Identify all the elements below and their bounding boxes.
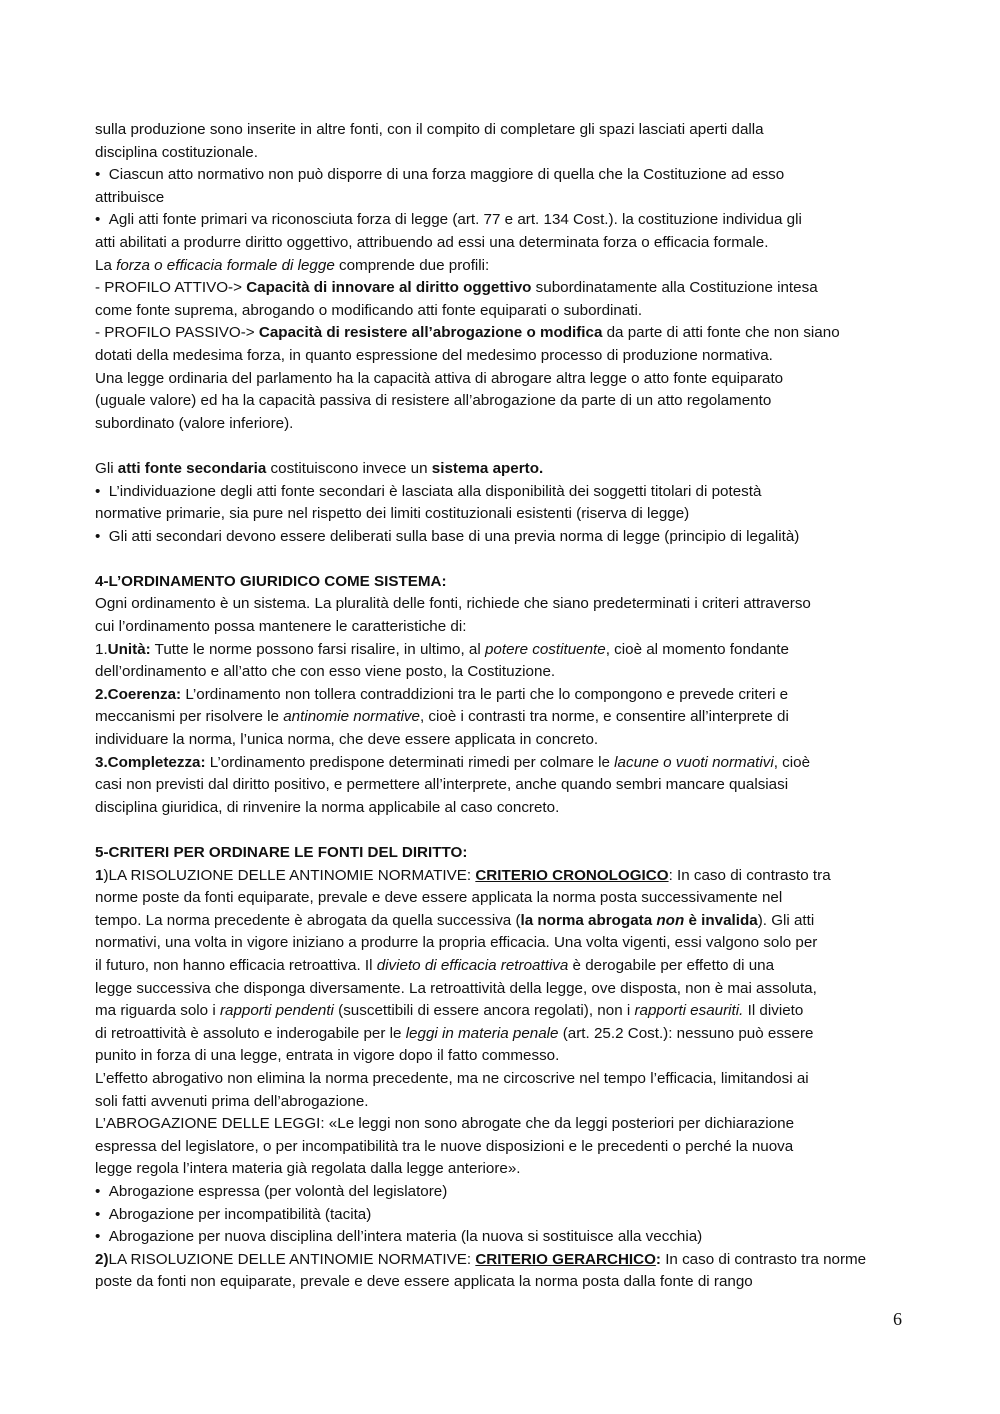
text-line — [95, 1000, 915, 1023]
bold-italic-term: non — [656, 911, 685, 929]
text-span: normativi, una volta in vigore iniziano a produrre la propria efficacia. Una volta vigenti, essi valgono solo per — [95, 934, 818, 952]
text-line — [95, 887, 915, 910]
bold-term: la norma abrogata — [520, 911, 657, 929]
text-span: disciplina costituzionale. — [95, 143, 258, 161]
text-line — [95, 322, 915, 345]
text-line — [95, 978, 915, 1001]
text-span: )LA RISOLUZIONE DELLE ANTINOMIE NORMATIVE: — [103, 866, 476, 884]
bullet-item — [95, 1226, 915, 1249]
bold-term: sistema aperto. — [431, 459, 544, 477]
text-line — [95, 1158, 915, 1181]
text-line — [95, 706, 915, 729]
text-span: legge regola l’intera materia già regolata dalla legge anteriore». — [95, 1160, 521, 1178]
text-span: 1. — [95, 640, 108, 658]
heading-text: 4-L’ORDINAMENTO GIURIDICO COME SISTEMA: — [95, 572, 447, 590]
text-line — [95, 390, 915, 413]
italic-term: rapporti esauriti. — [634, 1002, 744, 1020]
text-line — [95, 639, 915, 662]
bold-term: è invalida — [684, 911, 758, 929]
text-line — [95, 368, 915, 391]
text-span: dotati della medesima forza, in quanto espressione del medesimo processo di produzione normativa. — [95, 346, 773, 364]
blank-line — [95, 819, 915, 842]
text-line — [95, 752, 915, 775]
text-span: il futuro, non hanno efficacia retroattiva. Il — [95, 956, 377, 974]
text-line — [95, 1023, 915, 1046]
text-span: soli fatti avvenuti prima dell’abrogazione. — [95, 1092, 369, 1110]
text-line — [95, 232, 915, 255]
text-span: atti abilitati a produrre diritto oggettivo, attribuendo ad essi una determinata forza o efficacia formale. — [95, 233, 769, 251]
text-line — [95, 1136, 915, 1159]
criterion-label: CRITERIO CRONOLOGICO — [475, 866, 669, 884]
text-line — [95, 774, 915, 797]
text-span: Abrogazione per nuova disciplina dell’intera materia (la nuova si sostituisce alla vecchia) — [108, 1228, 703, 1246]
italic-term: antinomie normative — [283, 708, 420, 726]
text-line — [95, 684, 915, 707]
text-span: casi non previsti dal diritto positivo, e permettere all’interprete, anche quando sembri mancare qualsiasi — [95, 776, 789, 794]
text-span: ma riguarda solo i — [95, 1002, 220, 1020]
bold-term: 3.Completezza: — [95, 753, 206, 771]
text-span: : In caso di contrasto tra — [668, 866, 831, 884]
text-span: (art. 25.2 Cost.): nessuno può essere — [558, 1024, 814, 1042]
text-span: tempo. La norma precedente è abrogata da quella successiva ( — [95, 911, 521, 929]
text-span: disciplina giuridica, di rinvenire la norma applicabile al caso concreto. — [95, 798, 560, 816]
text-span: subordinatamente alla Costituzione intesa — [531, 279, 818, 297]
text-span: La — [95, 256, 117, 274]
text-line — [95, 345, 915, 368]
text-line — [95, 1045, 915, 1068]
text-span: legge successiva che disponga diversamente. La retroattività della legge, ove disposta, non è mai assoluta, — [95, 979, 817, 997]
text-span: (suscettibili di essere ancora regolati), non i — [333, 1002, 635, 1020]
text-line — [95, 187, 915, 210]
bullet-item — [95, 1181, 915, 1204]
text-span: è derogabile per effetto di una — [568, 956, 775, 974]
text-span: L’ABROGAZIONE DELLE LEGGI: «Le leggi non sono abrogate che da leggi posteriori per dichiarazione — [95, 1115, 795, 1133]
text-line — [95, 119, 915, 142]
text-span: normative primarie, sia pure nel rispetto dei limiti costituzionali esistenti (riserva di legge) — [95, 505, 690, 523]
text-span: Tutte le norme possono farsi risalire, in ultimo, al — [150, 640, 485, 658]
bullet-item — [95, 164, 915, 187]
text-line — [95, 142, 915, 165]
bullet-item — [95, 526, 915, 549]
text-span: ). Gli atti — [757, 911, 815, 929]
text-span: meccanismi per risolvere le — [95, 708, 284, 726]
text-line — [95, 503, 915, 526]
section-heading — [95, 571, 915, 594]
bold-term: Capacità di resistere all’abrogazione o modifica — [258, 324, 603, 342]
criterion-label: CRITERIO GERARCHICO — [475, 1250, 656, 1268]
text-line — [95, 593, 915, 616]
text-span: , cioè i contrasti tra norme, e consentire all’interprete di — [419, 708, 789, 726]
bold-term: atti fonte secondaria — [117, 459, 267, 477]
page-number: 6 — [893, 1309, 902, 1329]
text-line — [95, 797, 915, 820]
italic-term: divieto di efficacia retroattiva — [376, 956, 569, 974]
italic-term: rapporti pendenti — [219, 1002, 334, 1020]
text-span: espressa del legislatore, o per incompatibilità tra le nuove disposizioni e le precedenti o perché la nuova — [95, 1137, 794, 1155]
text-span: norme poste da fonti equiparate, prevale e deve essere applicata la norma posta successivamente nel — [95, 889, 783, 907]
text-line — [95, 729, 915, 752]
bold-term: : — [655, 1250, 661, 1268]
text-span: Il divieto — [743, 1002, 804, 1020]
text-span: dell’ordinamento e all’atto che con esso viene posto, la Costituzione. — [95, 663, 556, 681]
text-span: costituiscono invece un — [266, 459, 432, 477]
text-span: Agli atti fonte primari va riconosciuta forza di legge (art. 77 e art. 134 Cost.). la costituzione individua gli — [108, 211, 802, 229]
text-span: Ogni ordinamento è un sistema. La pluralità delle fonti, richiede che siano predeterminati i criteri attraverso — [95, 595, 811, 613]
text-line — [95, 1091, 915, 1114]
text-line — [95, 865, 915, 888]
text-line — [95, 458, 915, 481]
text-line — [95, 1249, 915, 1272]
text-line — [95, 661, 915, 684]
text-line — [95, 1068, 915, 1091]
section-heading — [95, 842, 915, 865]
heading-text: 5-CRITERI PER ORDINARE LE FONTI DEL DIRITTO: — [95, 844, 468, 861]
text-span: comprende due profili: — [334, 256, 490, 274]
bold-term: 1 — [95, 866, 104, 884]
text-span: L’effetto abrogativo non elimina la norma precedente, ma ne circoscrive nel tempo l’efficacia, limitandosi ai — [95, 1069, 809, 1087]
text-span: (uguale valore) ed ha la capacità passiva di resistere all’abrogazione da parte di un atto regolamento — [95, 392, 772, 410]
text-span: , cioè — [773, 753, 811, 771]
text-line — [95, 1271, 915, 1294]
bold-term: 2.Coerenza: — [95, 685, 182, 703]
text-span: individuare la norma, l’unica norma, che deve essere applicata in concreto. — [95, 731, 599, 749]
bold-term: Capacità di innovare al diritto oggettivo — [246, 279, 532, 297]
text-span: cui l’ordinamento possa mantenere le caratteristiche di: — [95, 618, 467, 636]
text-line — [95, 616, 915, 639]
text-span: Ciascun atto normativo non può disporre di una forza maggiore di quella che la Costituzione ad esso — [108, 166, 785, 184]
text-line — [95, 300, 915, 323]
bullet-item — [95, 209, 915, 232]
text-line — [95, 910, 915, 933]
text-line — [95, 932, 915, 955]
document-body — [95, 119, 915, 1294]
text-span: L’individuazione degli atti fonte secondari è lasciata alla disponibilità dei soggetti titolari di potestà — [108, 482, 762, 500]
text-span: LA RISOLUZIONE DELLE ANTINOMIE NORMATIVE: — [108, 1250, 476, 1268]
text-span: poste da fonti non equiparate, prevale e deve essere applicata la norma posta dalla fonte di rango — [95, 1273, 753, 1291]
text-span: punito in forza di una legge, entrata in vigore dopo il fatto commesso. — [95, 1047, 560, 1065]
text-span: sulla produzione sono inserite in altre fonti, con il compito di completare gli spazi lasciati aperti dalla — [95, 121, 764, 138]
text-span: L’ordinamento predispone determinati rimedi per colmare le — [205, 753, 615, 771]
bold-term: 2) — [95, 1250, 109, 1268]
italic-term: potere costituente — [484, 640, 606, 658]
blank-line — [95, 435, 915, 458]
blank-line — [95, 548, 915, 571]
text-span: - PROFILO PASSIVO-> — [95, 324, 259, 342]
text-span: attribuisce — [95, 188, 165, 206]
text-line — [95, 955, 915, 978]
text-line — [95, 1113, 915, 1136]
bullet-item — [95, 1204, 915, 1227]
text-span: - PROFILO ATTIVO-> — [95, 279, 247, 297]
text-span: Gli atti secondari devono essere deliberati sulla base di una previa norma di legge (principio di legalità) — [108, 527, 800, 545]
text-span: di retroattività è assoluto e inderogabile per le — [95, 1024, 406, 1042]
text-span: Gli — [95, 459, 118, 477]
text-line — [95, 255, 915, 278]
bullet-item — [95, 481, 915, 504]
text-span: , cioè al momento fondante — [605, 640, 789, 658]
italic-term: leggi in materia penale — [405, 1024, 559, 1042]
text-span: da parte di atti fonte che non siano — [602, 324, 840, 342]
text-span: subordinato (valore inferiore). — [95, 414, 294, 432]
text-span: come fonte suprema, abrogando o modificando atti fonte equiparati o subordinati. — [95, 301, 643, 319]
text-line — [95, 277, 915, 300]
bold-term: Unità: — [107, 640, 151, 658]
text-span: In caso di contrasto tra norme — [660, 1250, 867, 1268]
italic-term: forza o efficacia formale di legge — [116, 256, 335, 274]
text-span: Abrogazione espressa (per volontà del legislatore) — [108, 1182, 448, 1200]
text-span: L’ordinamento non tollera contraddizioni tra le parti che lo compongono e prevede criteri e — [181, 685, 789, 703]
text-span: Una legge ordinaria del parlamento ha la capacità attiva di abrogare altra legge o atto fonte equiparato — [95, 369, 784, 387]
text-span: Abrogazione per incompatibilità (tacita) — [108, 1205, 372, 1223]
italic-term: lacune o vuoti normativi — [614, 753, 774, 771]
text-line — [95, 413, 915, 436]
